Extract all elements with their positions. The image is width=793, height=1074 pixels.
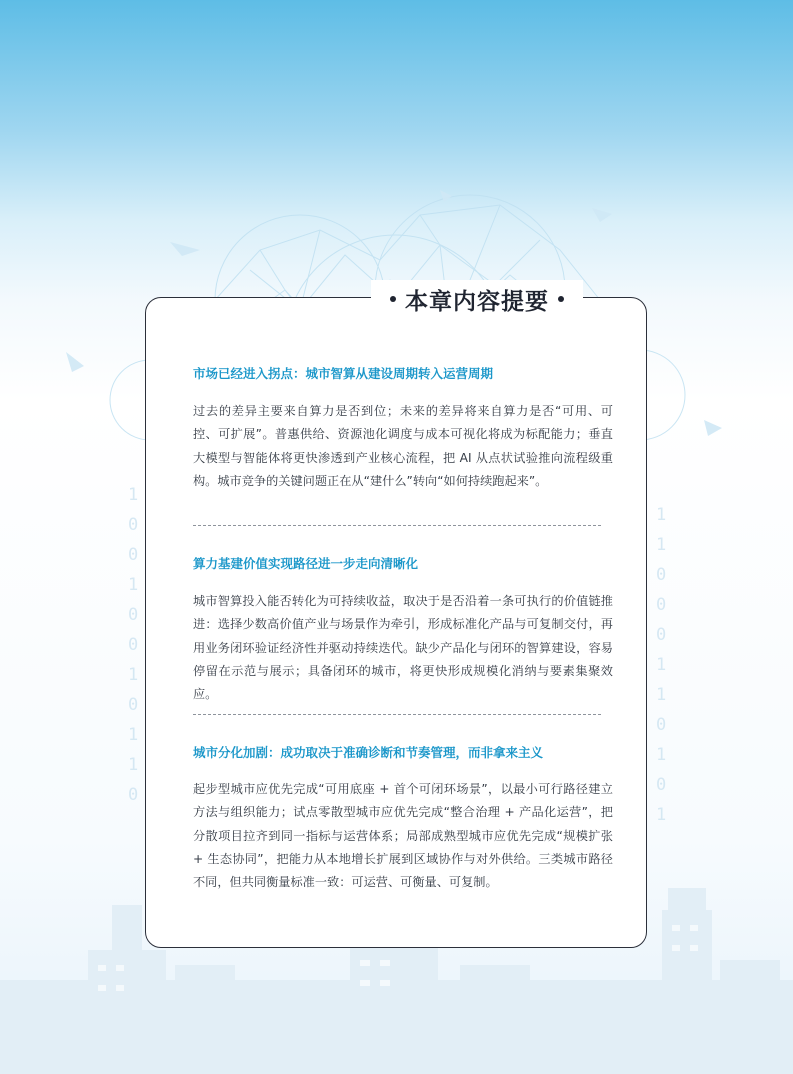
svg-text:1: 1 [656,505,667,525]
page-title: 本章内容提要 [405,288,549,315]
svg-text:0: 0 [128,785,139,805]
section-divider-1 [193,525,601,526]
svg-text:0: 0 [128,635,139,655]
svg-text:0: 0 [128,605,139,625]
svg-text:0: 0 [656,775,667,795]
svg-text:1: 1 [656,655,667,675]
svg-text:0: 0 [656,715,667,735]
section-2-body: 城市智算投入能否转化为可持续收益，取决于是否沿着一条可执行的价值链推进：选择少数高价值产业与场景作为牵引，形成标准化产品与可复制交付，再用业务闭环验证经济性并驱动持续迭代。缺少产品化与闭环的智算建设，容易停留在示范与展示；具备闭环的城市，将更快形成规模化消纳与要素集聚效应。 [193,594,613,702]
section-3-heading: 城市分化加剧：成功取决于准确诊断和节奏管理，而非拿来主义 [193,745,544,760]
section-1-heading: 市场已经进入拐点：城市智算从建设周期转入运营周期 [193,366,494,381]
svg-text:1: 1 [128,575,139,595]
svg-text:0: 0 [656,625,667,645]
title-right-dot [558,296,564,302]
svg-text:1: 1 [128,665,139,685]
chapter-title-banner [371,280,583,318]
svg-text:1: 1 [656,745,667,765]
svg-text:0: 0 [128,515,139,535]
svg-text:0: 0 [656,565,667,585]
svg-text:0: 0 [128,545,139,565]
svg-text:0: 0 [656,595,667,615]
section-3-body: 起步型城市应优先完成“可用底座 + 首个可闭环场景”，以最小可行路径建立方法与组织能力；试点零散型城市应优先完成“整合治理 + 产品化运营”，把分散项目拉齐到同一指标与运营体系；局部成熟型城市应优先完成“规模扩张 + 生态协同”，把能力从本地增长扩展到区域协作与对外供给。三类城市路径不同，但共同衡量标准一致：可运营、可衡量、可复制。 [193,782,613,890]
section-1-body: 过去的差异主要来自算力是否到位；未来的差异将来自算力是否“可用、可控、可扩展”。普惠供给、资源池化调度与成本可视化将成为标配能力；垂直大模型与智能体将更快渗透到产业核心流程，把 AI 从点状试验推向流程级重构。城市竞争的关键问题正在从“建什么”转向“如何持续跑起来”。 [193,404,613,488]
svg-text:1: 1 [656,685,667,705]
svg-text:1: 1 [656,535,667,555]
section-divider-2 [193,714,601,715]
svg-text:1: 1 [128,485,139,505]
svg-text:1: 1 [656,805,667,825]
svg-text:0: 0 [128,695,139,715]
svg-text:1: 1 [128,755,139,775]
svg-text:1: 1 [128,725,139,745]
title-left-dot [390,296,396,302]
section-2-heading: 算力基建价值实现路径进一步走向清晰化 [193,556,419,571]
